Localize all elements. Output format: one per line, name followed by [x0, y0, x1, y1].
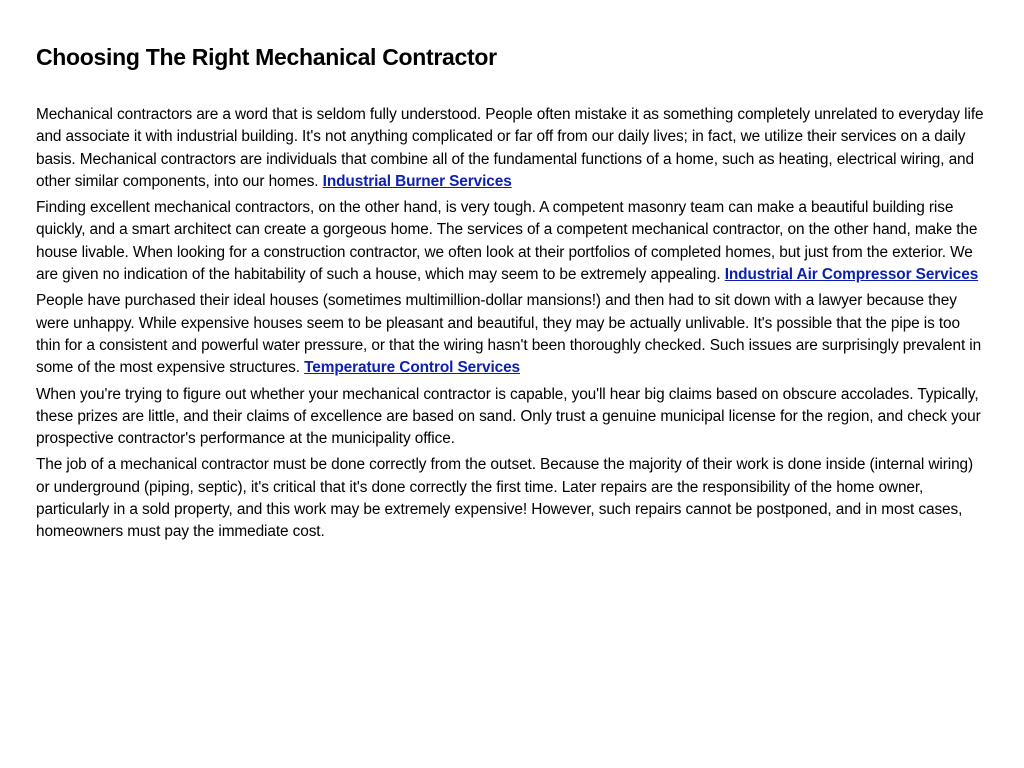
paragraph-text: Finding excellent mechanical contractors, on the other hand, is very tough. A competent masonry team can make a beautiful building rise quickly, and a smart architect can create a gorgeous home. The services of a competent mechanical contractor, on the other hand, make the house livable. When looking for a construction contractor, we often look at their portfolios of completed homes, but just from the exterior. We are given no indication of the habitability of such a house, which may seem to be extremely appealing.	[36, 199, 978, 284]
temperature-control-services-link[interactable]: Temperature Control Services	[304, 359, 521, 377]
paragraph-text: When you're trying to figure out whether your mechanical contractor is capable, you'll hear big claims based on obscure accolades. Typically, these prizes are little, and their claims of excellence are based on sand. Only trust a genuine municipal license for the region, and check your prospective contractor's performance at the municipality office.	[36, 385, 981, 448]
paragraph-text: Mechanical contractors are a word that is seldom fully understood. People often mistake it as something completely unrelated to everyday life and associate it with industrial building. It's not anything complicated or far off from our daily lives; in fact, we utilize their services on a daily basis. Mechanical contractors are individuals that combine all of the fundamental functions of a home, such as heating, electrical wiring, and other similar components, into our homes.	[36, 106, 984, 190]
article-body	[36, 104, 988, 544]
paragraph	[36, 197, 988, 286]
paragraph-text: The job of a mechanical contractor must be done correctly from the outset. Because the majority of their work is done inside (internal wiring) or underground (piping, septic), it's critical that it's done correctly the first time. Later repairs are the responsibility of the home owner, particularly in a sold property, and this work may be extremely expensive! However, such repairs cannot be postponed, and in most cases, homeowners must pay the immediate cost.	[36, 456, 974, 541]
paragraph	[36, 104, 988, 193]
industrial-burner-services-link[interactable]: Industrial Burner Services	[322, 172, 512, 190]
paragraph	[36, 454, 988, 543]
page-title: Choosing The Right Mechanical Contractor	[36, 44, 497, 70]
paragraph	[36, 290, 988, 379]
paragraph	[36, 384, 988, 451]
paragraph-text: People have purchased their ideal houses (sometimes multimillion-dollar mansions!) and then had to sit down with a lawyer because they were unhappy. While expensive houses seem to be pleasant and beautiful, they may be actually unlivable. It's possible that the pipe is too thin for a consistent and powerful water pressure, or that the wiring hasn't been thoroughly checked. Such issues are surprisingly prevalent in some of the most expensive structures.	[36, 292, 982, 377]
industrial-air-compressor-services-link[interactable]: Industrial Air Compressor Services	[724, 266, 979, 284]
